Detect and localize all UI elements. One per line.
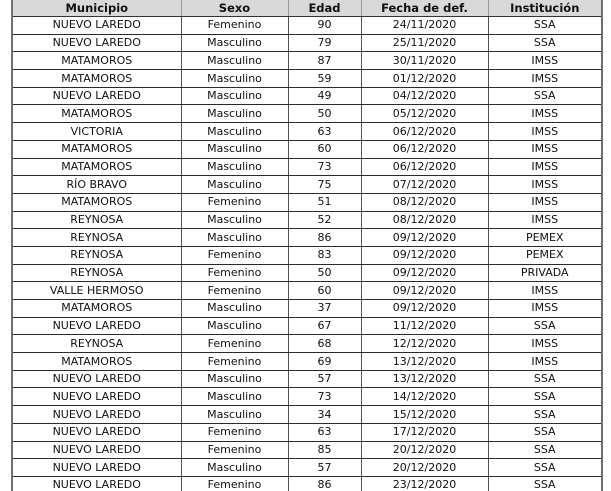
- cell-edad: 79: [288, 34, 361, 52]
- cell-institucion: IMSS: [488, 158, 602, 176]
- cell-fecha: 11/12/2020: [361, 317, 488, 335]
- cell-sexo: Masculino: [181, 105, 288, 123]
- cell-fecha: 06/12/2020: [361, 123, 488, 141]
- cell-institucion: IMSS: [488, 70, 602, 88]
- cell-edad: 34: [288, 406, 361, 424]
- cell-sexo: Femenino: [181, 423, 288, 441]
- cell-edad: 73: [288, 388, 361, 406]
- table-row: [12, 423, 602, 441]
- cell-edad: 50: [288, 264, 361, 282]
- cell-municipio: NUEVO LAREDO: [12, 423, 181, 441]
- cell-fecha: 24/11/2020: [361, 17, 488, 35]
- table-row: [12, 70, 602, 88]
- table-row: [12, 87, 602, 105]
- cell-fecha: 12/12/2020: [361, 335, 488, 353]
- cell-fecha: 05/12/2020: [361, 105, 488, 123]
- cell-institucion: SSA: [488, 34, 602, 52]
- cell-fecha: 25/11/2020: [361, 34, 488, 52]
- cell-edad: 67: [288, 317, 361, 335]
- cell-fecha: 01/12/2020: [361, 70, 488, 88]
- cell-sexo: Femenino: [181, 17, 288, 35]
- cell-institucion: IMSS: [488, 105, 602, 123]
- table-row: [12, 193, 602, 211]
- cell-fecha: 06/12/2020: [361, 158, 488, 176]
- table-row: [12, 264, 602, 282]
- cell-fecha: 17/12/2020: [361, 423, 488, 441]
- header-institucion: Institución: [488, 0, 602, 17]
- cell-edad: 63: [288, 123, 361, 141]
- cell-institucion: SSA: [488, 87, 602, 105]
- header-municipio: Municipio: [12, 0, 181, 17]
- cell-municipio: VALLE HERMOSO: [12, 282, 181, 300]
- cell-fecha: 20/12/2020: [361, 459, 488, 477]
- cell-edad: 37: [288, 300, 361, 318]
- table-row: [12, 34, 602, 52]
- cell-fecha: 09/12/2020: [361, 246, 488, 264]
- cell-institucion: IMSS: [488, 176, 602, 194]
- cell-sexo: Femenino: [181, 264, 288, 282]
- cell-municipio: NUEVO LAREDO: [12, 317, 181, 335]
- cell-institucion: PRIVADA: [488, 264, 602, 282]
- header-row: [12, 0, 602, 17]
- cell-fecha: 09/12/2020: [361, 229, 488, 247]
- cell-edad: 50: [288, 105, 361, 123]
- cell-institucion: SSA: [488, 317, 602, 335]
- cell-fecha: 20/12/2020: [361, 441, 488, 459]
- cell-institucion: IMSS: [488, 193, 602, 211]
- table-row: [12, 300, 602, 318]
- cell-sexo: Masculino: [181, 70, 288, 88]
- cell-edad: 90: [288, 17, 361, 35]
- header-edad: Edad: [288, 0, 361, 17]
- cell-municipio: NUEVO LAREDO: [12, 441, 181, 459]
- cell-institucion: IMSS: [488, 353, 602, 371]
- table-row: [12, 158, 602, 176]
- cell-fecha: 15/12/2020: [361, 406, 488, 424]
- cell-sexo: Masculino: [181, 406, 288, 424]
- cell-sexo: Masculino: [181, 123, 288, 141]
- cell-sexo: Femenino: [181, 193, 288, 211]
- cell-edad: 68: [288, 335, 361, 353]
- table-row: [12, 176, 602, 194]
- cell-municipio: NUEVO LAREDO: [12, 388, 181, 406]
- table-row: [12, 140, 602, 158]
- cell-edad: 57: [288, 370, 361, 388]
- cell-municipio: REYNOSA: [12, 211, 181, 229]
- cell-institucion: IMSS: [488, 335, 602, 353]
- cell-edad: 75: [288, 176, 361, 194]
- cell-edad: 86: [288, 476, 361, 491]
- cell-sexo: Masculino: [181, 34, 288, 52]
- cell-fecha: 13/12/2020: [361, 353, 488, 371]
- table-row: [12, 105, 602, 123]
- cell-fecha: 06/12/2020: [361, 140, 488, 158]
- cell-sexo: Masculino: [181, 317, 288, 335]
- cell-sexo: Femenino: [181, 353, 288, 371]
- cell-sexo: Masculino: [181, 52, 288, 70]
- cell-municipio: NUEVO LAREDO: [12, 406, 181, 424]
- cell-edad: 57: [288, 459, 361, 477]
- cell-sexo: Masculino: [181, 388, 288, 406]
- table-row: [12, 52, 602, 70]
- cell-fecha: 07/12/2020: [361, 176, 488, 194]
- cell-sexo: Masculino: [181, 158, 288, 176]
- cell-municipio: NUEVO LAREDO: [12, 17, 181, 35]
- cell-institucion: SSA: [488, 441, 602, 459]
- cell-institucion: PEMEX: [488, 229, 602, 247]
- table-row: [12, 353, 602, 371]
- table-row: [12, 211, 602, 229]
- table-row: [12, 459, 602, 477]
- table-body: [12, 17, 602, 491]
- cell-sexo: Femenino: [181, 282, 288, 300]
- cell-municipio: RÍO BRAVO: [12, 176, 181, 194]
- cell-institucion: SSA: [488, 17, 602, 35]
- cell-institucion: SSA: [488, 370, 602, 388]
- table-row: [12, 476, 602, 491]
- cell-sexo: Masculino: [181, 140, 288, 158]
- cell-fecha: 08/12/2020: [361, 193, 488, 211]
- cell-municipio: MATAMOROS: [12, 353, 181, 371]
- cell-edad: 63: [288, 423, 361, 441]
- cell-institucion: PEMEX: [488, 246, 602, 264]
- cell-edad: 60: [288, 140, 361, 158]
- cell-institucion: SSA: [488, 423, 602, 441]
- cell-institucion: SSA: [533, 478, 556, 491]
- cell-sexo: Femenino: [181, 246, 288, 264]
- cell-institucion: IMSS: [488, 282, 602, 300]
- cell-sexo: Masculino: [181, 300, 288, 318]
- cell-sexo: Masculino: [181, 229, 288, 247]
- cell-municipio: REYNOSA: [12, 246, 181, 264]
- table-row: [12, 246, 602, 264]
- cell-municipio: REYNOSA: [12, 335, 181, 353]
- cell-edad: 59: [288, 70, 361, 88]
- cell-municipio: NUEVO LAREDO: [12, 459, 181, 477]
- cell-sexo: Femenino: [181, 441, 288, 459]
- cell-sexo: Masculino: [181, 176, 288, 194]
- cell-municipio: MATAMOROS: [12, 193, 181, 211]
- table-header: [12, 0, 602, 17]
- cell-sexo: Masculino: [181, 370, 288, 388]
- table-row: [12, 388, 602, 406]
- cell-municipio: NUEVO LAREDO: [12, 87, 181, 105]
- cell-institucion: SSA: [488, 388, 602, 406]
- cell-institucion: IMSS: [488, 211, 602, 229]
- cell-municipio: VICTORIA: [12, 123, 181, 141]
- deaths-table: [11, 0, 603, 491]
- cell-fecha: 23/12/2020: [361, 476, 488, 491]
- table-row: [12, 229, 602, 247]
- cell-institucion: IMSS: [488, 300, 602, 318]
- cell-municipio: REYNOSA: [12, 264, 181, 282]
- table-row: [12, 282, 602, 300]
- cell-sexo: Femenino: [181, 335, 288, 353]
- cell-municipio: MATAMOROS: [12, 140, 181, 158]
- cell-edad: 86: [288, 229, 361, 247]
- cell-edad: 73: [288, 158, 361, 176]
- table-row: [12, 406, 602, 424]
- cell-municipio: NUEVO LAREDO: [12, 34, 181, 52]
- cell-edad: 60: [288, 282, 361, 300]
- cell-edad: 69: [288, 353, 361, 371]
- cell-sexo: Femenino: [181, 476, 288, 491]
- cell-municipio: MATAMOROS: [12, 52, 181, 70]
- cell-sexo: Masculino: [181, 87, 288, 105]
- cell-fecha: 14/12/2020: [361, 388, 488, 406]
- cell-institucion: IMSS: [488, 123, 602, 141]
- cell-institucion: SSA: [488, 459, 602, 477]
- cell-municipio: REYNOSA: [12, 229, 181, 247]
- table-row: [12, 335, 602, 353]
- cell-fecha: 30/11/2020: [361, 52, 488, 70]
- cell-institucion: IMSS: [488, 140, 602, 158]
- table-row: [12, 441, 602, 459]
- cell-municipio: MATAMOROS: [12, 70, 181, 88]
- table-row: [12, 370, 602, 388]
- cell-sexo: Masculino: [181, 211, 288, 229]
- header-sexo: Sexo: [181, 0, 288, 17]
- cell-edad: 49: [288, 87, 361, 105]
- cell-edad: 87: [288, 52, 361, 70]
- cell-edad: 52: [288, 211, 361, 229]
- cell-sexo: Masculino: [181, 459, 288, 477]
- table-row: [12, 17, 602, 35]
- cell-edad: 85: [288, 441, 361, 459]
- cell-fecha: 09/12/2020: [361, 264, 488, 282]
- cell-municipio: MATAMOROS: [12, 105, 181, 123]
- table-row: [12, 123, 602, 141]
- cell-institucion: SSA: [488, 406, 602, 424]
- cell-fecha: 09/12/2020: [361, 282, 488, 300]
- cell-edad: 83: [288, 246, 361, 264]
- cell-fecha: 04/12/2020: [361, 87, 488, 105]
- cell-municipio: NUEVO LAREDO: [12, 476, 181, 491]
- cell-edad: 51: [288, 193, 361, 211]
- cell-fecha: 13/12/2020: [361, 370, 488, 388]
- cell-fecha: 08/12/2020: [361, 211, 488, 229]
- cell-municipio: MATAMOROS: [12, 158, 181, 176]
- cell-municipio: NUEVO LAREDO: [12, 370, 181, 388]
- cell-fecha: 09/12/2020: [361, 300, 488, 318]
- header-fecha: Fecha de def.: [361, 0, 488, 17]
- table-row: [12, 317, 602, 335]
- cell-institucion: IMSS: [488, 52, 602, 70]
- cell-municipio: MATAMOROS: [12, 300, 181, 318]
